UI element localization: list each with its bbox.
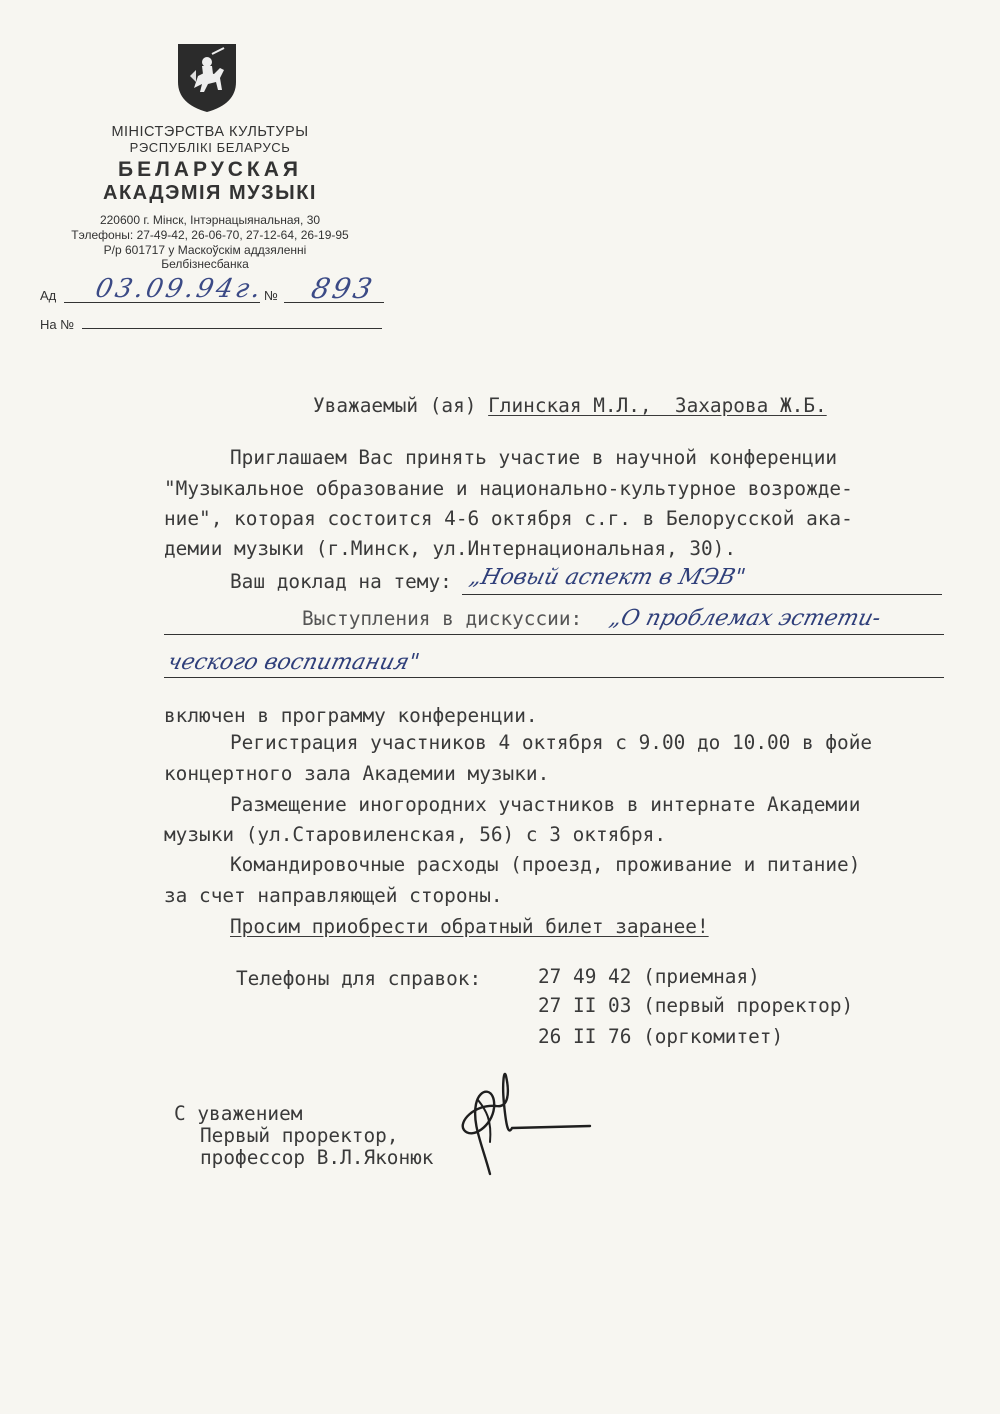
- ministry-subtitle: РЭСПУБЛІКІ БЕЛАРУСЬ: [129, 140, 291, 155]
- expenses-line-2: за счет направляющей стороны.: [164, 884, 503, 907]
- academy-phones: Тэлефоны: 27-49-42, 26-06-70, 27-12-64, 26-19-95: [71, 228, 349, 242]
- phone-committee: 26 II 76 (оргкомитет): [538, 1025, 784, 1048]
- handwritten-number: 893: [308, 272, 378, 305]
- closing-regards: С уважением: [174, 1102, 303, 1125]
- lodging-line-1: Размещение иногородних участников в интернате Академии: [230, 793, 861, 816]
- closing-position: Первый проректор,: [200, 1124, 399, 1147]
- report-topic: „Новый аспект в МЭВ": [466, 565, 748, 590]
- invite-line-2: "Музыкальное образование и национально-культурное возрожде-: [164, 477, 853, 500]
- discussion-topic-1: „О проблемах эстети-: [606, 606, 884, 631]
- signature-image: [452, 1064, 592, 1204]
- pahonia-crest-icon: [176, 42, 238, 114]
- invite-line-4: демии музыки (г.Минск, ул.Интернациональная, 30).: [164, 537, 737, 560]
- academy-subtitle: АКАДЭМІЯ МУЗЫКІ: [103, 182, 317, 204]
- closing-name: профессор В.Л.Яконюк: [200, 1146, 434, 1169]
- discussion-label: Выступления в дискуссии:: [302, 607, 583, 630]
- phones-label: Телефоны для справок:: [236, 967, 482, 990]
- discussion-line-2: [164, 677, 944, 678]
- bank-name: Белбізнесбанка: [161, 257, 249, 271]
- bank-account: Р/р 601717 у Маскоўскім аддзяленні: [103, 243, 307, 257]
- to-number-label: На №: [40, 317, 75, 332]
- report-label: Ваш доклад на тему:: [230, 570, 452, 593]
- from-label: Ад: [40, 288, 57, 303]
- ticket-note: Просим приобрести обратный билет заранее!: [230, 915, 709, 938]
- ministry-title: МІНІСТЭРСТВА КУЛЬТУРЫ: [111, 124, 309, 140]
- academy-address: 220600 г. Мінск, Інтэрнацыянальная, 30: [99, 213, 321, 227]
- number-label: №: [264, 288, 278, 303]
- invite-line-1: Приглашаем Вас принять участие в научной конференции: [230, 446, 838, 469]
- to-number-line: [82, 328, 382, 329]
- discussion-topic-2: ческого воспитания": [164, 650, 422, 675]
- academy-title: БЕЛАРУСКАЯ: [117, 158, 303, 181]
- handwritten-date: 03.09.94г.: [92, 274, 267, 304]
- salutation-text: Уважаемый (ая): [313, 394, 489, 417]
- registration-line-1: Регистрация участников 4 октября с 9.00 до 10.00 в фойе: [230, 731, 873, 754]
- report-line: [462, 594, 942, 595]
- discussion-line-1: [164, 634, 944, 635]
- salutation: [313, 394, 827, 418]
- invite-line-3: ние", которая состоится 4-6 октября с.г. в Белорусской ака-: [164, 507, 853, 530]
- phone-reception: 27 49 42 (приемная): [538, 965, 760, 988]
- included-line: включен в программу конференции.: [164, 704, 538, 727]
- registration-line-2: концертного зала Академии музыки.: [164, 762, 550, 785]
- lodging-line-2: музыки (ул.Старовиленская, 56) с 3 октября.: [164, 823, 666, 846]
- phone-vice-rector: 27 II 03 (первый проректор): [538, 994, 854, 1017]
- recipients: Глинская М.Л., Захарова Ж.Б.: [488, 394, 827, 417]
- expenses-line-1: Командировочные расходы (проезд, проживание и питание): [230, 853, 861, 876]
